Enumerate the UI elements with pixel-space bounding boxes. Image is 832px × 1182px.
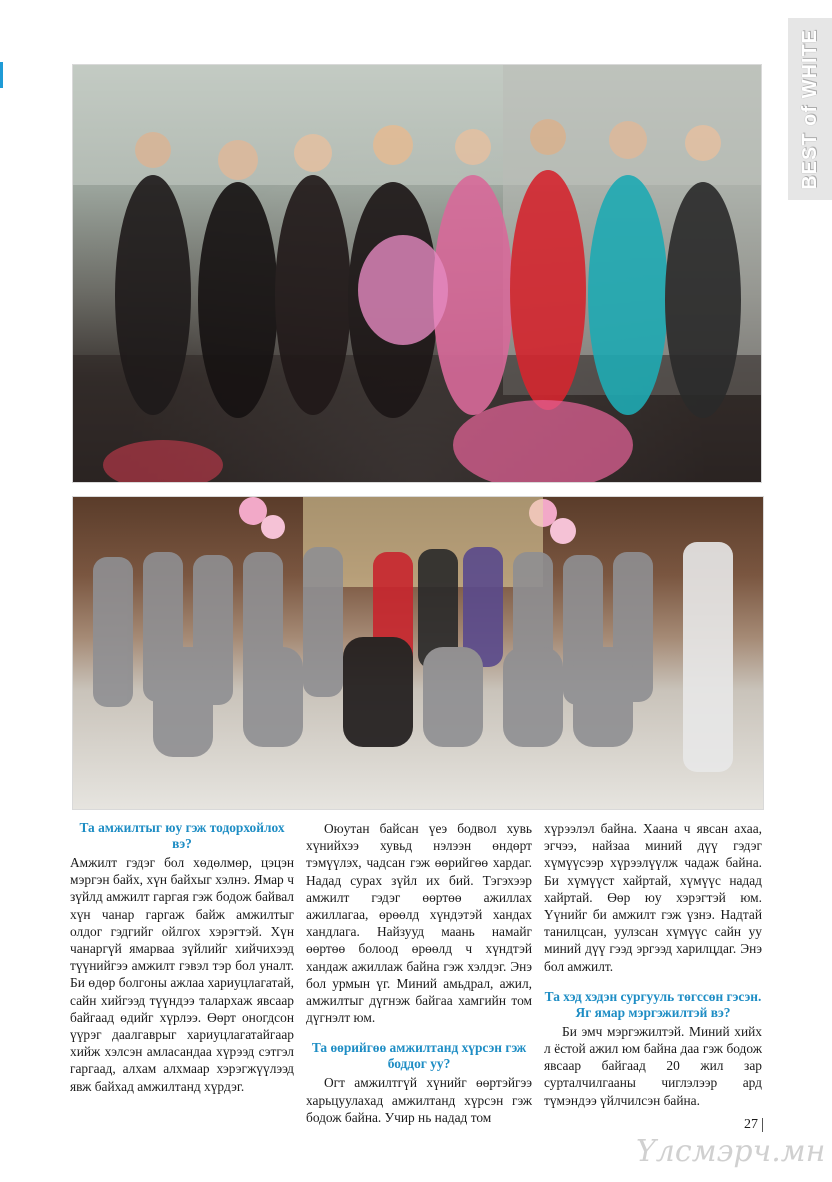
question-heading-success-definition: Та амжилтыг юу гэж тодорхойлох вэ? [79, 820, 285, 851]
group-photo-hall [72, 496, 764, 810]
answer-paragraph-feel-successful: Огт амжилтгүй хүнийг өөртэйгээ харьцуулахад амжилтанд хүрсэн гэж бодож байна. Учир нь надад том [306, 1075, 532, 1125]
article-column-1 [70, 820, 294, 1095]
question-heading-profession: Та хэд хэдэн сургууль төгссөн гэсэн. Яг ямар мэргэжилтэй вэ? [544, 988, 762, 1020]
group-photo-stage [72, 64, 762, 483]
answer-paragraph-profession: Би эмч мэргэжилтэй. Миний хийх л ёстой ажил юм байна даа гэж бодож явсаар байгаад 20 жил зар сурталчилгааны чиглэлээр ард түмэндээ үйлчилсэн байна. [544, 1023, 762, 1108]
magazine-side-label [788, 18, 832, 200]
answer-paragraph-student-years: Оюутан байсан үеэ бодвол хувь хүнийхээ хувьд нэлээн өндөрт тэмүүлэх, чадсан гэж өөрийгөө хардаг. Надад сурах зүйл их бий. Тэгэхээр амжилт гэдэг өөртөө ажиллах ажиллагаа, өрөөлд хүндэтэй хандах хандлага. Найзууд маань намайг өөртөө болоод өрөөлд ч хүндтэй хандаж ажиллаж байна гэж хэлдэг. Энэ бол урмын үг. Миний амьдрал, ажил, амжилтыг дүгнэж байгаа хамгийн том дүгнэлт юм. [306, 821, 532, 1026]
answer-paragraph-continuation: хүрээлэл байна. Хаана ч явсан ахаа, эгчээ, найзаа миний дүү гэдэг хүмүүсээр хүрээлүүлж чадаж байна. Би хүмүүст хайртай, хүмүүс надад хайртай. Өөр юу хэрэгтэй юм. Үүнийг би амжилт гэж үзнэ. Надтай танилцсан, уулзсан хүмүүс сайн уу миний дүү гээд эргээд харилцдаг. Энэ бол амжилт. [544, 821, 762, 974]
answer-paragraph-success-definition: Амжилт гэдэг бол хөдөлмөр, цэцэн мэргэн байх, хүн байхыг хэлнэ. Ямар ч зүйлд амжилт гаргая гэж бодож байвал хүн чанар гаргаж байж амжилтыг олдог гэдгийг ойлгох хэрэгтэй. Хүн чанаргүй ямарваа зүйлийг хийчихээд түүнийгээ амжилт гэвэл тэр бол уналт. Би өдөр болгоны ажлаа хариуцлагатай, сайн хийгээд түүндээ талархаж явсаар байгаад өдийг хүрлээ. Өөрт оногдсон үүрэг даалгаврыг хариуцлагатайгаар хийж хэлсэн амласандаа хүрээд сэтгэл гаргаад, алхам алхмаар хэрэгжүүлээд явж байхад амжилтанд хүрдэг. [70, 855, 294, 1094]
question-heading-feel-successful: Та өөрийгөө амжилтанд хүрсэн гэж боддог уу? [311, 1040, 527, 1072]
site-watermark: Үлсмэрч.мн [636, 1134, 826, 1169]
side-label-text: BEST of WHITE [798, 28, 821, 190]
article-column-3 [544, 820, 762, 1109]
stage-photo-illustration [73, 65, 761, 482]
article-column-2 [306, 820, 532, 1126]
hall-photo-illustration [73, 497, 763, 809]
page-edge-marker [0, 62, 3, 88]
page-number: 27 [744, 1118, 763, 1132]
